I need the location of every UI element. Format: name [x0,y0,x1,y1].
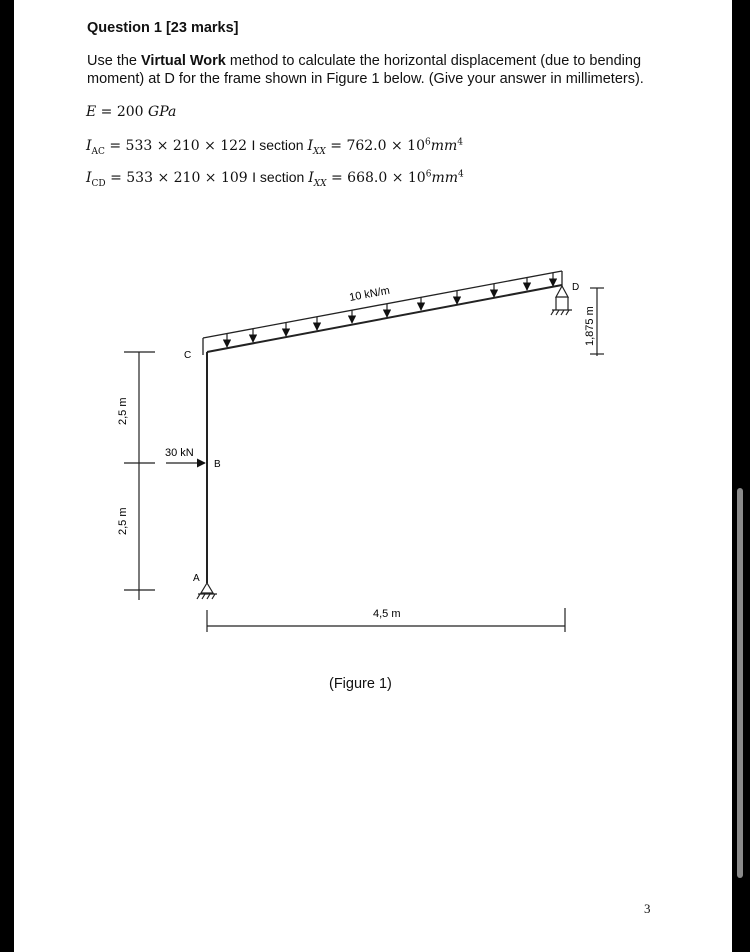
point-load-label: 30 kN [165,447,194,459]
node-d-label: D [572,282,580,293]
dim-lower-label: 2,5 m [117,507,129,535]
support-d [551,286,572,315]
node-a-label: A [193,573,200,584]
support-a [197,583,217,599]
udl-arrows [227,273,553,347]
equation-inertia-ac: $I_{AC} = 533 \times 210 \times 122$ I section $I_{XX} = 762.0 \times 10^6mm^4$ [86,137,464,157]
node-b-label: B [214,459,221,470]
node-c-label: C [184,350,192,361]
dim-span-label: 4,5 m [373,608,401,620]
dim-left [124,352,155,600]
dim-right-label: 1,875 m [584,306,596,346]
page-number: 3 [644,901,651,916]
method-name: Virtual Work [141,53,226,69]
dim-upper-label: 2,5 m [117,397,129,425]
equation-inertia-cd: $I_{CD} = 533 \times 210 \times 109$ I section $I_{XX} = 668.0 \times 10^6mm^4$ [86,169,464,189]
udl-label: 10 kN/m [348,284,391,304]
question-text: Use the Virtual Work method to calculate the horizontal displacement (due to bending moment) at D for the frame shown in Figure 1 below. (Give your answer in millimeters). [87,53,644,87]
figure-caption: (Figure 1) [329,676,392,692]
question-title: Question 1 [23 marks] [87,20,239,36]
equation-modulus: E = 200 GPa [86,104,177,120]
